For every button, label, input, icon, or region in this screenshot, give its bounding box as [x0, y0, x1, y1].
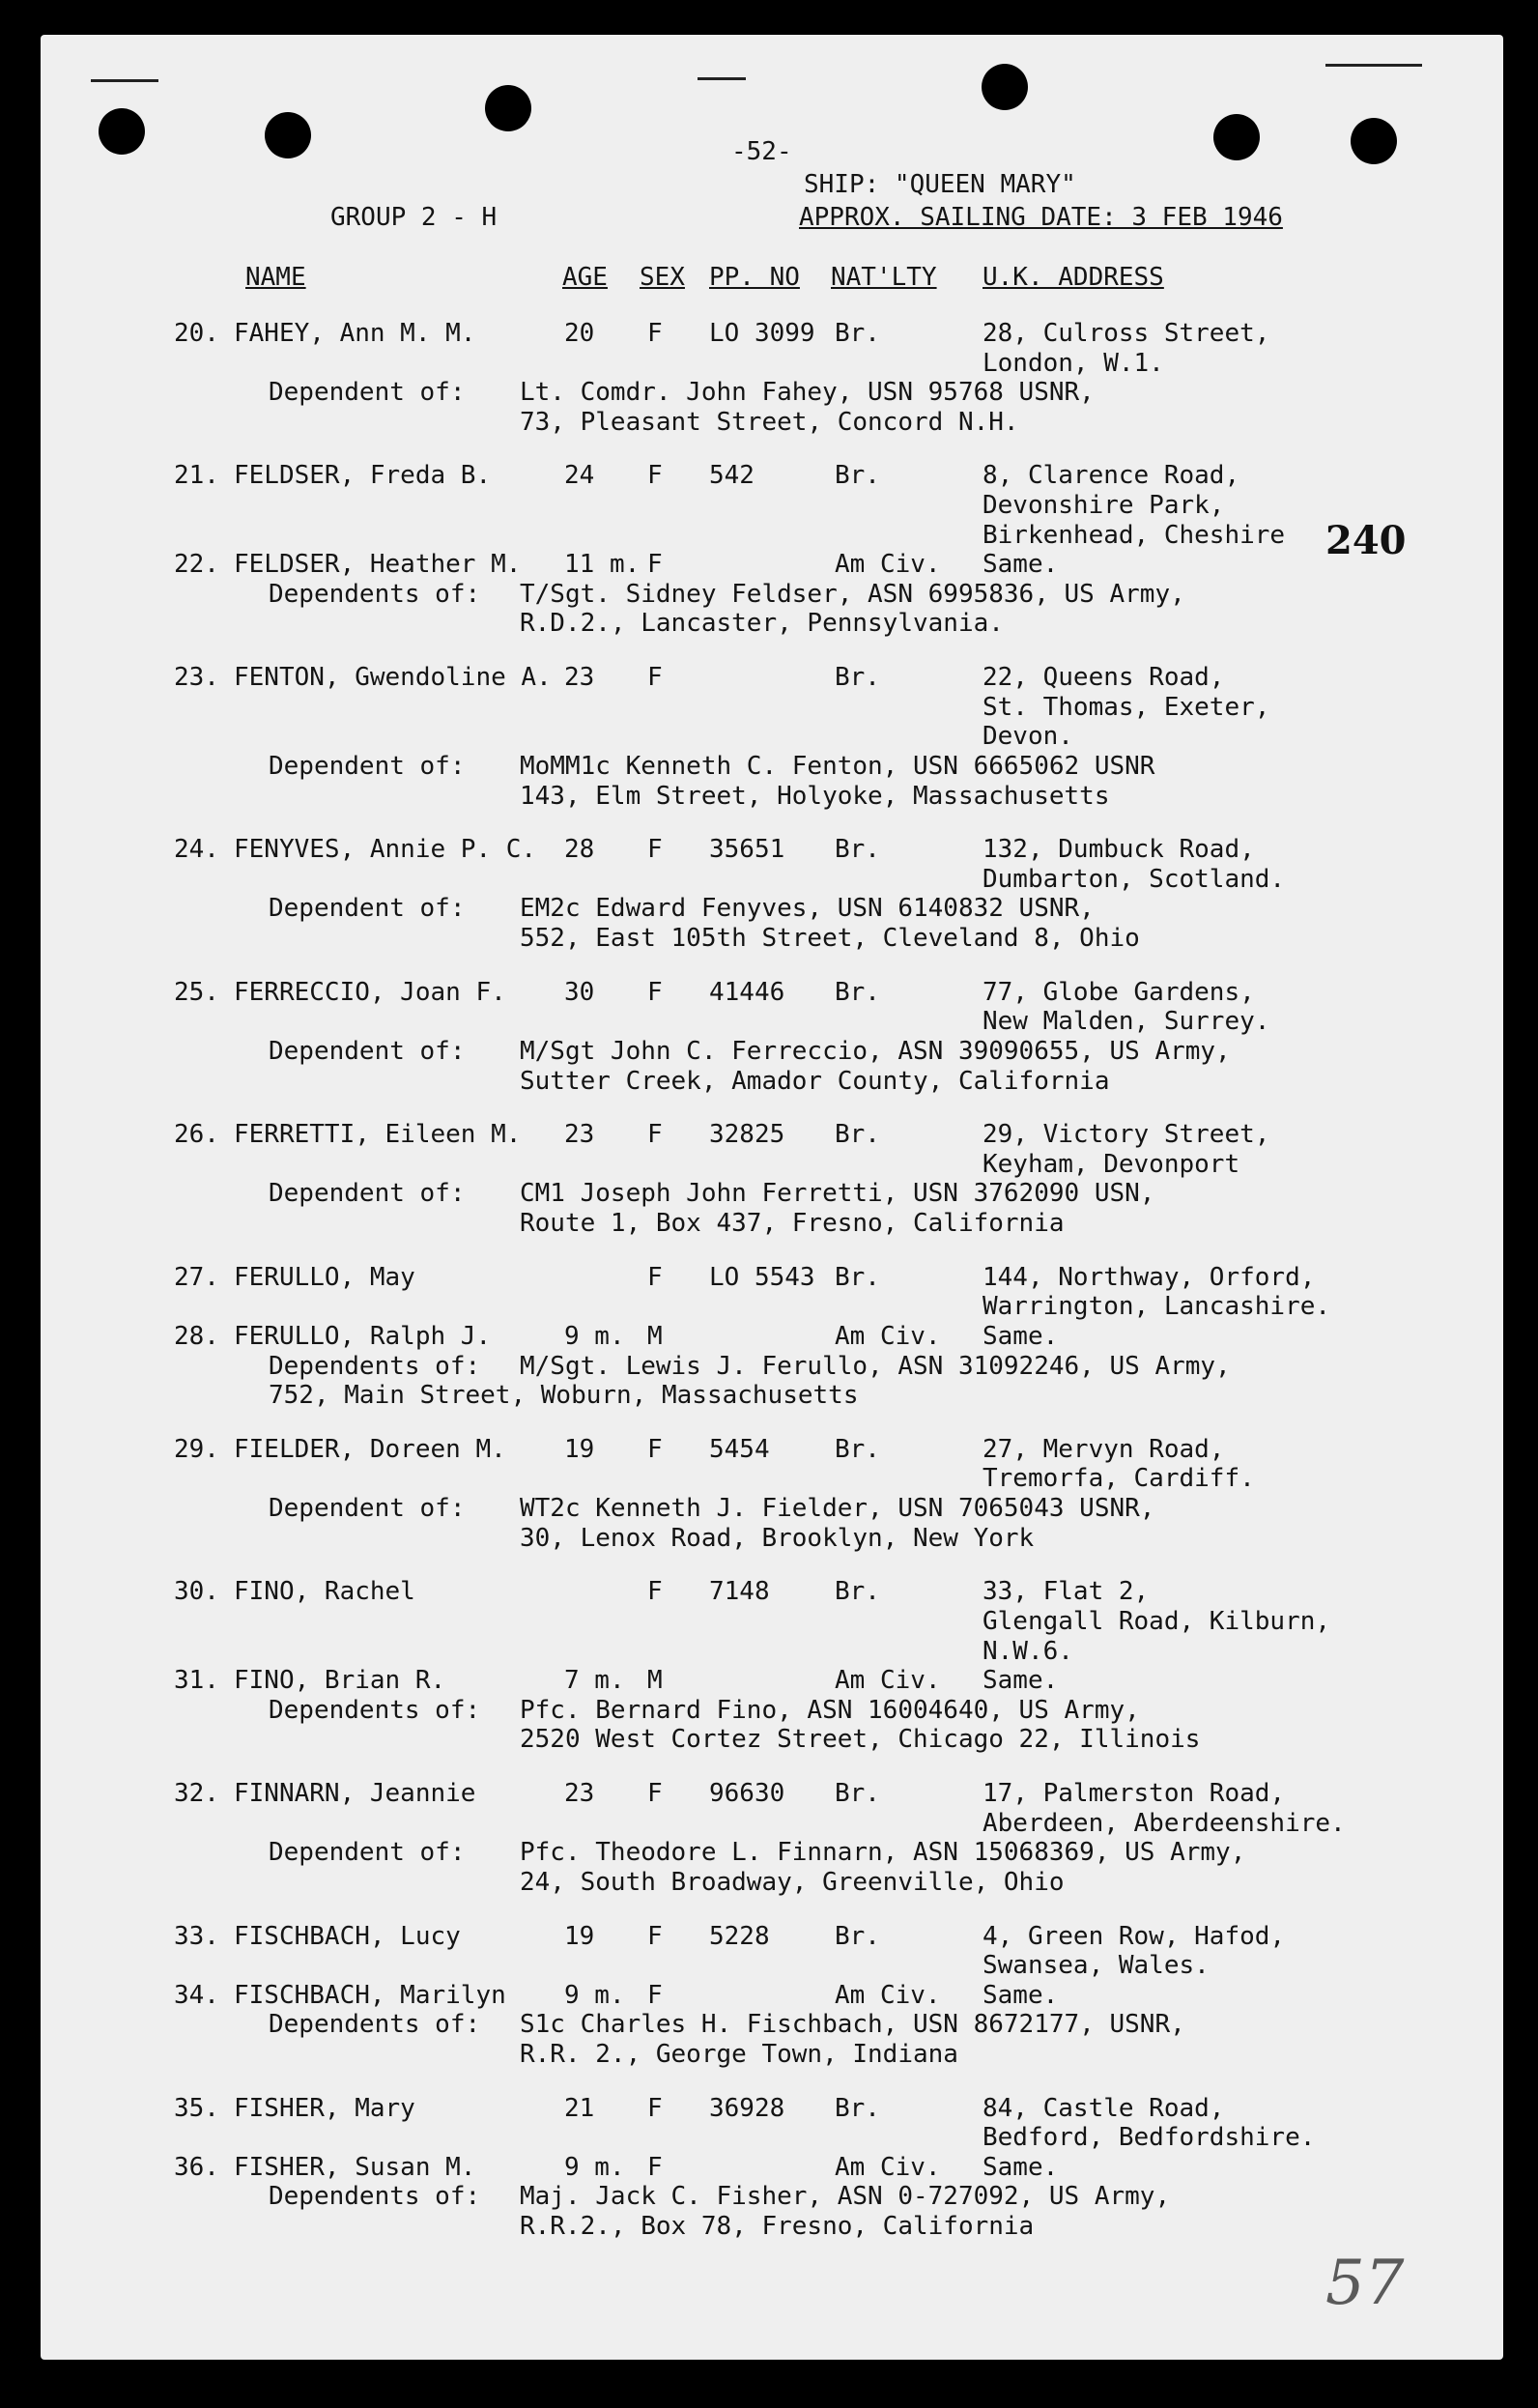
uk-address: 144, Northway, Orford, [983, 1263, 1316, 1292]
passenger-name: FENYVES, Annie P. C. [234, 835, 537, 864]
sailing-date: APPROX. SAILING DATE: 3 FEB 1946 [799, 203, 1283, 232]
nationality: Am Civ. [835, 550, 941, 579]
dependent-label: Dependent of: [269, 1179, 466, 1208]
nationality: Br. [835, 1435, 880, 1464]
entry-number: 35. [174, 2094, 219, 2123]
nationality: Am Civ. [835, 1322, 941, 1351]
passport-number: 32825 [709, 1120, 785, 1149]
column-header-sex: SEX [640, 263, 685, 292]
uk-address: Same. [983, 1981, 1059, 2010]
dependent-label: Dependent of: [269, 378, 466, 407]
uk-address: Same. [983, 2153, 1059, 2182]
column-header-nationality: NAT'LTY [831, 263, 937, 292]
nationality: Br. [835, 2094, 880, 2123]
punch-mark [91, 79, 158, 82]
uk-address: Bedford, Bedfordshire. [983, 2123, 1316, 2152]
passenger-age: 20 [564, 319, 595, 348]
passenger-sex: F [647, 1120, 663, 1149]
passenger-age: 9 m. [564, 2153, 625, 2182]
uk-address: St. Thomas, Exeter, [983, 693, 1270, 722]
dependent-label: Dependents of: [269, 2010, 481, 2039]
dependent-of-text: Pfc. Theodore L. Finnarn, ASN 15068369, US Army, [520, 1838, 1246, 1867]
uk-address: Glengall Road, Kilburn, [983, 1607, 1331, 1636]
nationality: Br. [835, 835, 880, 864]
dependent-of-text: Pfc. Bernard Fino, ASN 16004640, US Army, [520, 1696, 1140, 1725]
nationality: Br. [835, 1577, 880, 1606]
nationality: Br. [835, 1263, 880, 1292]
passport-number: 5454 [709, 1435, 770, 1464]
uk-address: Same. [983, 550, 1059, 579]
nationality: Am Civ. [835, 1981, 941, 2010]
passenger-age: 30 [564, 978, 595, 1007]
punch-hole [265, 112, 311, 158]
dependent-of-text: MoMM1c Kenneth C. Fenton, USN 6665062 USNR [520, 752, 1155, 781]
uk-address: 29, Victory Street, [983, 1120, 1270, 1149]
entry-number: 20. [174, 319, 219, 348]
passenger-name: FISCHBACH, Marilyn [234, 1981, 506, 2010]
uk-address: 8, Clarence Road, [983, 461, 1240, 490]
entry-number: 24. [174, 835, 219, 864]
entry-number: 36. [174, 2153, 219, 2182]
passenger-age: 28 [564, 835, 595, 864]
passenger-sex: F [647, 2094, 663, 2123]
uk-address: Same. [983, 1666, 1059, 1695]
entry-number: 25. [174, 978, 219, 1007]
passenger-sex: F [647, 663, 663, 692]
nationality: Br. [835, 461, 880, 490]
dependent-label: Dependent of: [269, 1494, 466, 1523]
dependent-of-text: 30, Lenox Road, Brooklyn, New York [520, 1524, 1035, 1553]
nationality: Am Civ. [835, 1666, 941, 1695]
passenger-sex: F [647, 1922, 663, 1951]
uk-address: 77, Globe Gardens, [983, 978, 1255, 1007]
dependent-label: Dependents of: [269, 580, 481, 609]
passenger-name: FERULLO, May [234, 1263, 415, 1292]
passenger-name: FAHEY, Ann M. M. [234, 319, 476, 348]
uk-address: Devonshire Park, [983, 491, 1225, 520]
passenger-name: FELDSER, Freda B. [234, 461, 492, 490]
entry-number: 29. [174, 1435, 219, 1464]
passport-number: 5228 [709, 1922, 770, 1951]
uk-address: Devon. [983, 722, 1073, 751]
passport-number: 96630 [709, 1779, 785, 1808]
uk-address: London, W.1. [983, 349, 1164, 378]
dependent-of-text: S1c Charles H. Fischbach, USN 8672177, USNR, [520, 2010, 1185, 2039]
uk-address: Birkenhead, Cheshire [983, 521, 1286, 550]
entry-number: 30. [174, 1577, 219, 1606]
dependent-label: Dependents of: [269, 2182, 481, 2211]
entry-number: 34. [174, 1981, 219, 2010]
passenger-name: FINO, Rachel [234, 1577, 415, 1606]
uk-address: 33, Flat 2, [983, 1577, 1150, 1606]
uk-address: 27, Mervyn Road, [983, 1435, 1225, 1464]
passenger-sex: F [647, 550, 663, 579]
nationality: Br. [835, 978, 880, 1007]
passenger-name: FISCHBACH, Lucy [234, 1922, 461, 1951]
passenger-sex: F [647, 1981, 663, 2010]
passenger-name: FISHER, Mary [234, 2094, 415, 2123]
passenger-sex: F [647, 1263, 663, 1292]
passenger-age: 7 m. [564, 1666, 625, 1695]
passenger-age: 9 m. [564, 1981, 625, 2010]
entry-number: 21. [174, 461, 219, 490]
entry-number: 31. [174, 1666, 219, 1695]
dependent-label: Dependents of: [269, 1352, 481, 1381]
dependent-of-text: 2520 West Cortez Street, Chicago 22, Illinois [520, 1725, 1201, 1754]
passenger-name: FISHER, Susan M. [234, 2153, 476, 2182]
passenger-name: FELDSER, Heather M. [234, 550, 522, 579]
dependent-label: Dependent of: [269, 1037, 466, 1066]
entry-number: 33. [174, 1922, 219, 1951]
passenger-age: 23 [564, 1120, 595, 1149]
uk-address: 28, Culross Street, [983, 319, 1270, 348]
uk-address: New Malden, Surrey. [983, 1007, 1270, 1036]
passport-number: 542 [709, 461, 755, 490]
passenger-age: 19 [564, 1922, 595, 1951]
dependent-label: Dependents of: [269, 1696, 481, 1725]
passport-number: 41446 [709, 978, 785, 1007]
punch-mark [698, 77, 746, 80]
dependent-of-text: EM2c Edward Fenyves, USN 6140832 USNR, [520, 894, 1095, 923]
dependent-of-text: R.D.2., Lancaster, Pennsylvania. [520, 609, 1004, 638]
uk-address: Aberdeen, Aberdeenshire. [983, 1809, 1346, 1838]
passenger-name: FERRECCIO, Joan F. [234, 978, 506, 1007]
dependent-of-text: Route 1, Box 437, Fresno, California [520, 1209, 1065, 1238]
passenger-sex: M [647, 1666, 663, 1695]
punch-hole [982, 64, 1028, 110]
passport-number: 35651 [709, 835, 785, 864]
uk-address: Keyham, Devonport [983, 1150, 1240, 1179]
column-header-age: AGE [562, 263, 608, 292]
passenger-sex: F [647, 2153, 663, 2182]
dependent-of-text: R.R. 2., George Town, Indiana [520, 2040, 958, 2069]
entry-number: 26. [174, 1120, 219, 1149]
dependent-of-text: Lt. Comdr. John Fahey, USN 95768 USNR, [520, 378, 1095, 407]
uk-address: Swansea, Wales. [983, 1951, 1210, 1980]
uk-address: Tremorfa, Cardiff. [983, 1464, 1255, 1493]
dependent-of-text: 752, Main Street, Woburn, Massachusetts [269, 1381, 859, 1410]
dependent-of-text: R.R.2., Box 78, Fresno, California [520, 2212, 1035, 2241]
dependent-of-text: 24, South Broadway, Greenville, Ohio [520, 1868, 1065, 1897]
column-header-pp-no: PP. NO [709, 263, 800, 292]
punch-hole [1213, 114, 1260, 160]
ship-name: SHIP: "QUEEN MARY" [804, 170, 1076, 199]
dependent-of-text: WT2c Kenneth J. Fielder, USN 7065043 USNR, [520, 1494, 1155, 1523]
nationality: Br. [835, 319, 880, 348]
dependent-of-text: T/Sgt. Sidney Feldser, ASN 6995836, US Army, [520, 580, 1185, 609]
uk-address: N.W.6. [983, 1637, 1073, 1666]
punch-mark [1325, 64, 1422, 67]
nationality: Br. [835, 1779, 880, 1808]
dependent-of-text: M/Sgt John C. Ferreccio, ASN 39090655, US Army, [520, 1037, 1231, 1066]
passenger-name: FIELDER, Doreen M. [234, 1435, 506, 1464]
dependent-label: Dependent of: [269, 752, 466, 781]
document-page [41, 35, 1503, 2360]
uk-address: 22, Queens Road, [983, 663, 1225, 692]
passenger-name: FENTON, Gwendoline A. [234, 663, 552, 692]
nationality: Br. [835, 1120, 880, 1149]
uk-address: 132, Dumbuck Road, [983, 835, 1255, 864]
dependent-of-text: Maj. Jack C. Fisher, ASN 0-727092, US Army, [520, 2182, 1171, 2211]
nationality: Br. [835, 1922, 880, 1951]
stamp-number: 240 [1325, 518, 1407, 563]
dependent-of-text: 552, East 105th Street, Cleveland 8, Ohio [520, 924, 1140, 953]
passenger-sex: F [647, 461, 663, 490]
passenger-sex: F [647, 835, 663, 864]
passport-number: LO 5543 [709, 1263, 815, 1292]
uk-address: 4, Green Row, Hafod, [983, 1922, 1286, 1951]
passenger-name: FINO, Brian R. [234, 1666, 446, 1695]
entry-number: 22. [174, 550, 219, 579]
passenger-sex: F [647, 1577, 663, 1606]
uk-address: 17, Palmerston Road, [983, 1779, 1286, 1808]
entry-number: 27. [174, 1263, 219, 1292]
passenger-sex: F [647, 319, 663, 348]
dependent-label: Dependent of: [269, 1838, 466, 1867]
group-label: GROUP 2 - H [330, 203, 498, 232]
passenger-sex: F [647, 1779, 663, 1808]
dependent-label: Dependent of: [269, 894, 466, 923]
passenger-age: 19 [564, 1435, 595, 1464]
passenger-age: 11 m. [564, 550, 641, 579]
entry-number: 32. [174, 1779, 219, 1808]
dependent-of-text: M/Sgt. Lewis J. Ferullo, ASN 31092246, US Army, [520, 1352, 1231, 1381]
entry-number: 28. [174, 1322, 219, 1351]
nationality: Br. [835, 663, 880, 692]
uk-address: Same. [983, 1322, 1059, 1351]
entry-number: 23. [174, 663, 219, 692]
passenger-sex: F [647, 978, 663, 1007]
handwritten-number: 57 [1325, 2248, 1405, 2319]
passenger-age: 21 [564, 2094, 595, 2123]
passenger-age: 23 [564, 1779, 595, 1808]
passenger-age: 9 m. [564, 1322, 625, 1351]
dependent-of-text: 143, Elm Street, Holyoke, Massachusetts [520, 782, 1110, 811]
passenger-sex: M [647, 1322, 663, 1351]
passenger-name: FINNARN, Jeannie [234, 1779, 476, 1808]
passenger-name: FERRETTI, Eileen M. [234, 1120, 522, 1149]
uk-address: Warrington, Lancashire. [983, 1292, 1331, 1321]
punch-hole [485, 85, 531, 131]
column-header-name: NAME [245, 263, 306, 292]
page-number: -52- [731, 137, 792, 166]
passenger-name: FERULLO, Ralph J. [234, 1322, 492, 1351]
dependent-of-text: 73, Pleasant Street, Concord N.H. [520, 408, 1019, 437]
passport-number: 7148 [709, 1577, 770, 1606]
punch-hole [99, 108, 145, 155]
passport-number: LO 3099 [709, 319, 815, 348]
passenger-sex: F [647, 1435, 663, 1464]
punch-hole [1351, 118, 1397, 164]
uk-address: Dumbarton, Scotland. [983, 865, 1286, 894]
column-header-address: U.K. ADDRESS [983, 263, 1164, 292]
dependent-of-text: CM1 Joseph John Ferretti, USN 3762090 USN, [520, 1179, 1155, 1208]
uk-address: 84, Castle Road, [983, 2094, 1225, 2123]
passport-number: 36928 [709, 2094, 785, 2123]
passenger-age: 24 [564, 461, 595, 490]
dependent-of-text: Sutter Creek, Amador County, California [520, 1067, 1110, 1096]
nationality: Am Civ. [835, 2153, 941, 2182]
passenger-age: 23 [564, 663, 595, 692]
